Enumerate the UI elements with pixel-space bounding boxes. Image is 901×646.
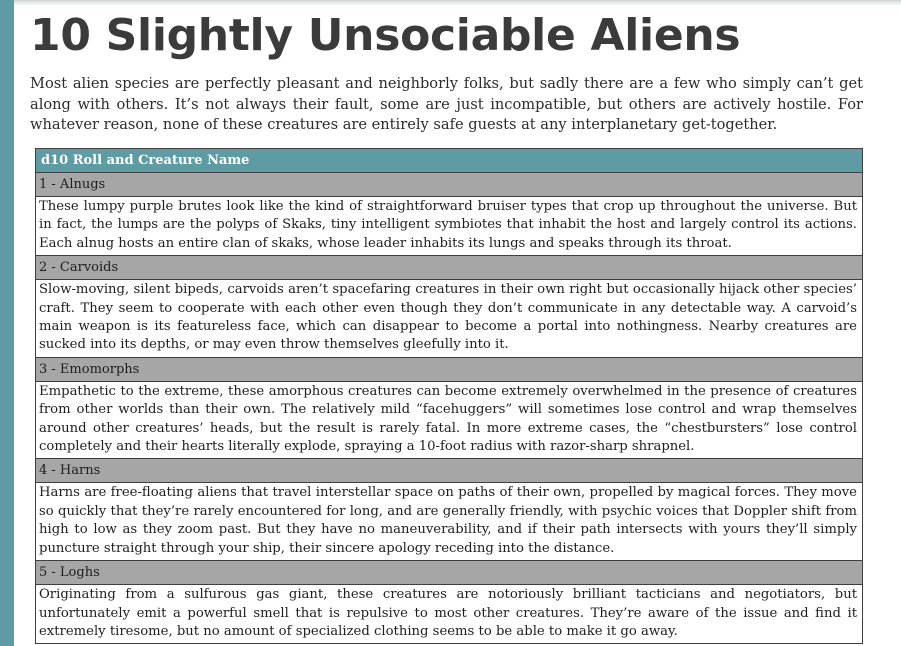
table-row-name-harns: 4 - Harns (36, 459, 862, 483)
table-row-description-alnugs: These lumpy purple brutes look like the kind of straightforward bruiser types that crop up throughout the universe. But in fact, the lumps are the polyps of Skaks, tiny intelligent symbiotes that inhabit the host and largely control its actions. Each alnug hosts an entire clan of skaks, whose leader inhabits its lungs and speaks through its throat. (36, 197, 862, 256)
table-row-name-loghs: 5 - Loghs (36, 561, 862, 585)
table-row-description-loghs: Originating from a sulfurous gas giant, these creatures are notoriously brilliant tacticians and negotiators, but unfortunately emit a powerful smell that is repulsive to most other creatures. They’re aware of the issue and find it extremely tiresome, but no amount of specialized clothing seems to be able to make it go away. (36, 585, 862, 644)
table-row-name-alnugs: 1 - Alnugs (36, 173, 862, 197)
intro-paragraph: Most alien species are perfectly pleasant and neighborly folks, but sadly there are a few who simply can’t get along with others. It’s not always their fault, some are just incompatible, but others are actively hostile. For whatever reason, none of these creatures are entirely safe guests at any interplanetary get-together. (30, 75, 863, 133)
creature-table (35, 148, 863, 644)
table-row-description-harns: Harns are free-floating aliens that travel interstellar space on paths of their own, propelled by magical forces. They move so quickly that they’re rarely encountered for long, and are generally friendly, with psychic voices that Doppler shift from high to low as they zoom past. But they have no maneuverability, and if their path intersects with yours they’ll simply puncture straight through your ship, their sincere apology receding into the distance. (36, 483, 862, 561)
table-row-name-carvoids: 2 - Carvoids (36, 256, 862, 280)
table-header: d10 Roll and Creature Name (36, 149, 862, 173)
page-title: 10 Slightly Unsociable Aliens (30, 10, 741, 61)
table-row-name-emomorphs: 3 - Emomorphs (36, 358, 862, 382)
table-row-description-emomorphs: Empathetic to the extreme, these amorphous creatures can become extremely overwhelmed in the presence of creatures from other worlds than their own. The relatively mild “facehuggers” will sometimes lose control and wrap themselves around other creatures’ heads, but the result is rarely fatal. In more extreme cases, the “chestbursters” lose control completely and their hearts literally explode, spraying a 10-foot radius with razor-sharp shrapnel. (36, 382, 862, 460)
page (14, 0, 901, 646)
table-row-description-carvoids: Slow-moving, silent bipeds, carvoids aren’t spacefaring creatures in their own right but occasionally hijack other species’ craft. They seem to cooperate with each other even though they don’t communicate in any detectable way. A carvoid’s main weapon is its featureless face, which can disappear to become a portal into nothingness. Nearby creatures are sucked into its depths, or may even throw themselves gleefully into it. (36, 280, 862, 358)
